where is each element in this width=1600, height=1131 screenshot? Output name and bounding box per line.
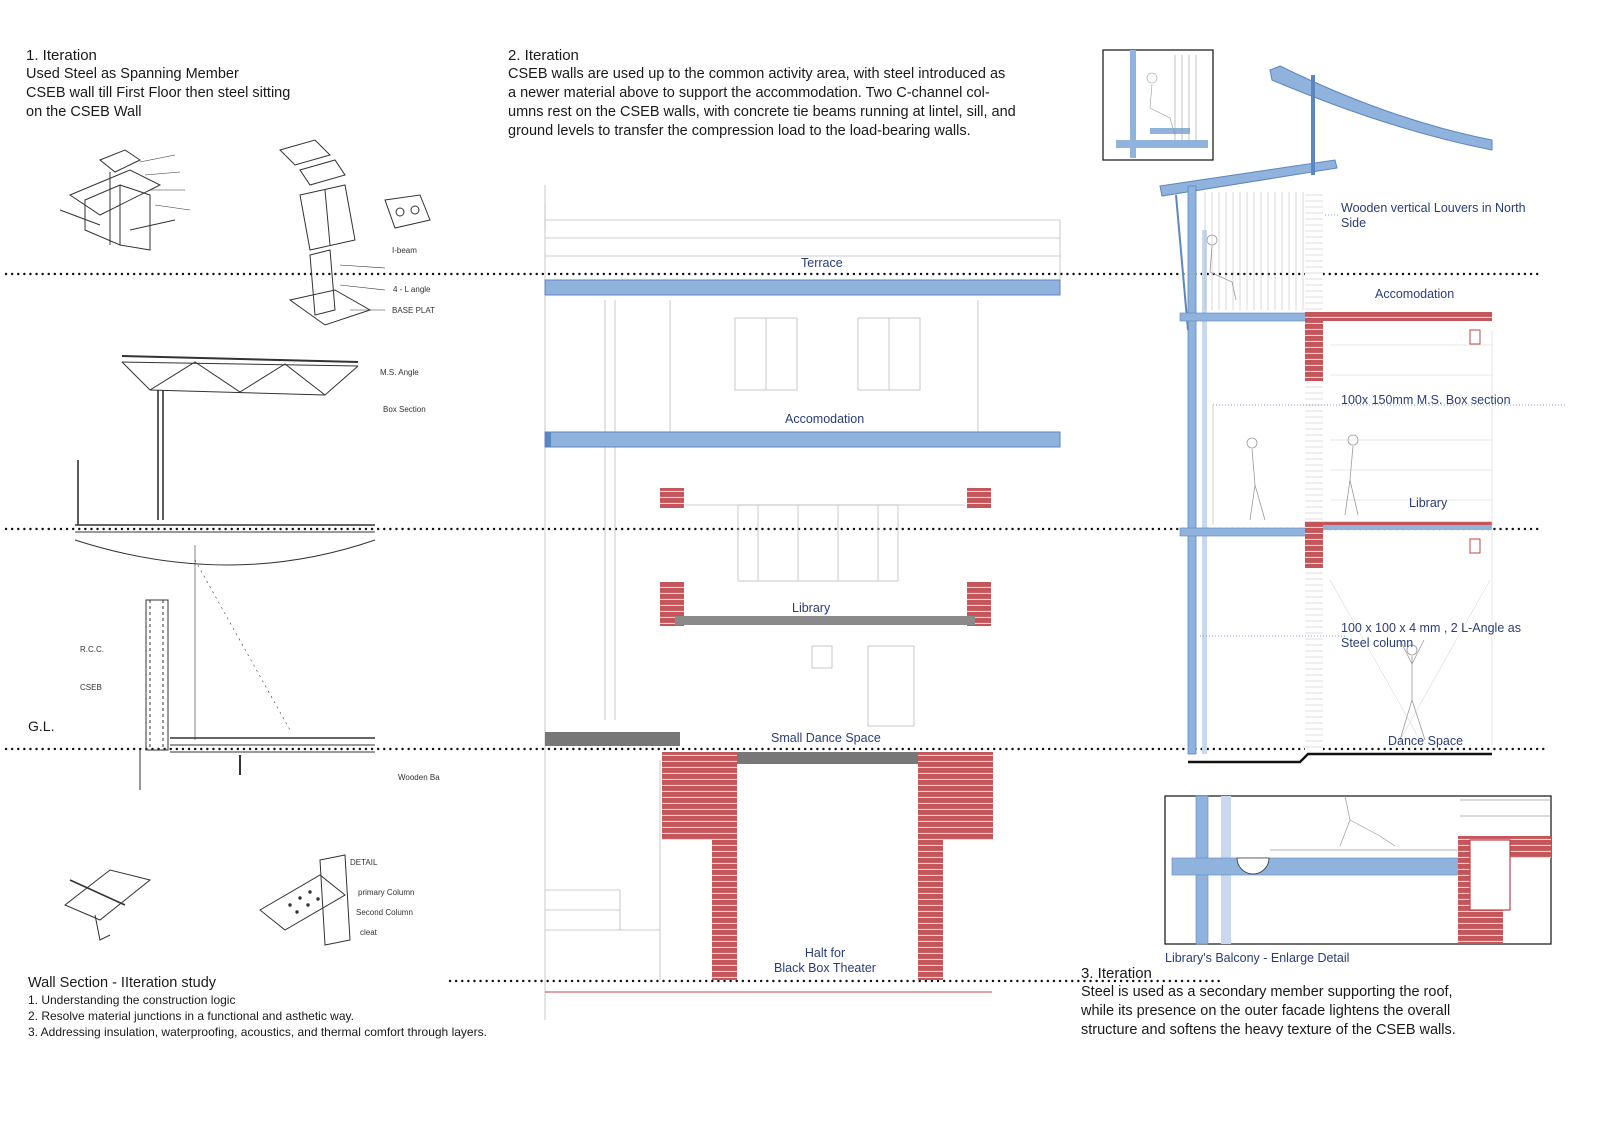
iteration3-line: while its presence on the outer facade lightens the overall xyxy=(1081,1003,1451,1019)
iteration3-title: 3. Iteration xyxy=(1081,965,1152,982)
label-right-library: Library xyxy=(1409,496,1448,510)
sketch-wall-section xyxy=(75,460,375,790)
iteration2-line: CSEB walls are used up to the common activity area, with steel introduced as xyxy=(508,66,1006,82)
sketch-note-second-column: Second Column xyxy=(356,908,413,917)
wall-section-item: 2. Resolve material junctions in a functional and asthetic way. xyxy=(28,1009,354,1023)
iteration2-line: a newer material above to support the accommodation. Two C-channel col- xyxy=(508,85,990,101)
label-right-accomodation: Accomodation xyxy=(1375,287,1455,301)
label-l-angle-line2: Steel column xyxy=(1341,636,1414,650)
sketch-junction-detail xyxy=(60,150,190,250)
label-halt-line2: Black Box Theater xyxy=(774,961,876,975)
iteration1-line: on the CSEB Wall xyxy=(26,104,142,120)
iteration1-line: Used Steel as Spanning Member xyxy=(26,66,239,82)
iteration1-title: 1. Iteration xyxy=(26,47,97,64)
sketch-note-wooden: Wooden Ba xyxy=(398,773,440,782)
sketch-note-cleat: cleat xyxy=(360,928,377,937)
iteration2-line: ground levels to transfer the compression load to the load-bearing walls. xyxy=(508,123,971,139)
sketch-note-i-beam: I-beam xyxy=(392,246,417,255)
sketch-note-primary-column: primary Column xyxy=(358,888,415,897)
wall-section-title: Wall Section - IIteration study xyxy=(28,975,217,991)
sketch-roof-truss xyxy=(122,356,358,520)
label-halt xyxy=(760,946,890,976)
sketch-note-rcc: R.C.C. xyxy=(80,645,104,654)
right-section-drawing xyxy=(1103,50,1565,944)
label-balcony-detail: Library's Balcony - Enlarge Detail xyxy=(1165,951,1350,965)
label-louvers-line1: Wooden vertical Louvers in North xyxy=(1341,201,1526,215)
sketch-bottom-details xyxy=(65,855,350,945)
ground-level-label: G.L. xyxy=(28,718,55,734)
label-louvers xyxy=(1341,201,1526,231)
label-l-angle xyxy=(1341,621,1521,651)
wall-section-item: 1. Understanding the construction logic xyxy=(28,993,236,1007)
label-library: Library xyxy=(792,601,831,615)
sketch-note-cseb: CSEB xyxy=(80,683,102,692)
iteration2-title: 2. Iteration xyxy=(508,47,579,64)
iteration2-line: umns rest on the CSEB walls, with concrete tie beams running at lintel, sill, and xyxy=(508,104,1016,120)
label-halt-line1: Halt for xyxy=(804,946,846,960)
wall-section-item: 3. Addressing insulation, waterproofing, acoustics, and thermal comfort through layers. xyxy=(28,1025,487,1039)
iteration3-line: Steel is used as a secondary member supporting the roof, xyxy=(1081,984,1453,1000)
sketch-note-detail: DETAIL xyxy=(350,858,378,867)
iteration3-line: structure and softens the heavy texture of the CSEB walls. xyxy=(1081,1022,1456,1038)
sketch-note-ms-angle: M.S. Angle xyxy=(380,368,419,377)
sketch-note-base-plate: BASE PLAT xyxy=(392,306,435,315)
label-louvers-line2: Side xyxy=(1341,216,1367,230)
label-dance-space: Dance Space xyxy=(1388,734,1464,748)
iteration1-line: CSEB wall till First Floor then steel sitting xyxy=(26,85,291,101)
label-box-section: 100x 150mm M.S. Box section xyxy=(1341,393,1511,407)
label-small-dance-space: Small Dance Space xyxy=(771,731,881,745)
sketch-note-box-section: Box Section xyxy=(383,405,426,414)
label-accomodation: Accomodation xyxy=(785,412,865,426)
sketch-base-plate xyxy=(280,140,430,325)
label-terrace: Terrace xyxy=(801,256,843,270)
sketch-note-l-angle: 4 - L angle xyxy=(393,285,431,294)
label-l-angle-line1: 100 x 100 x 4 mm , 2 L-Angle as xyxy=(1341,621,1521,635)
